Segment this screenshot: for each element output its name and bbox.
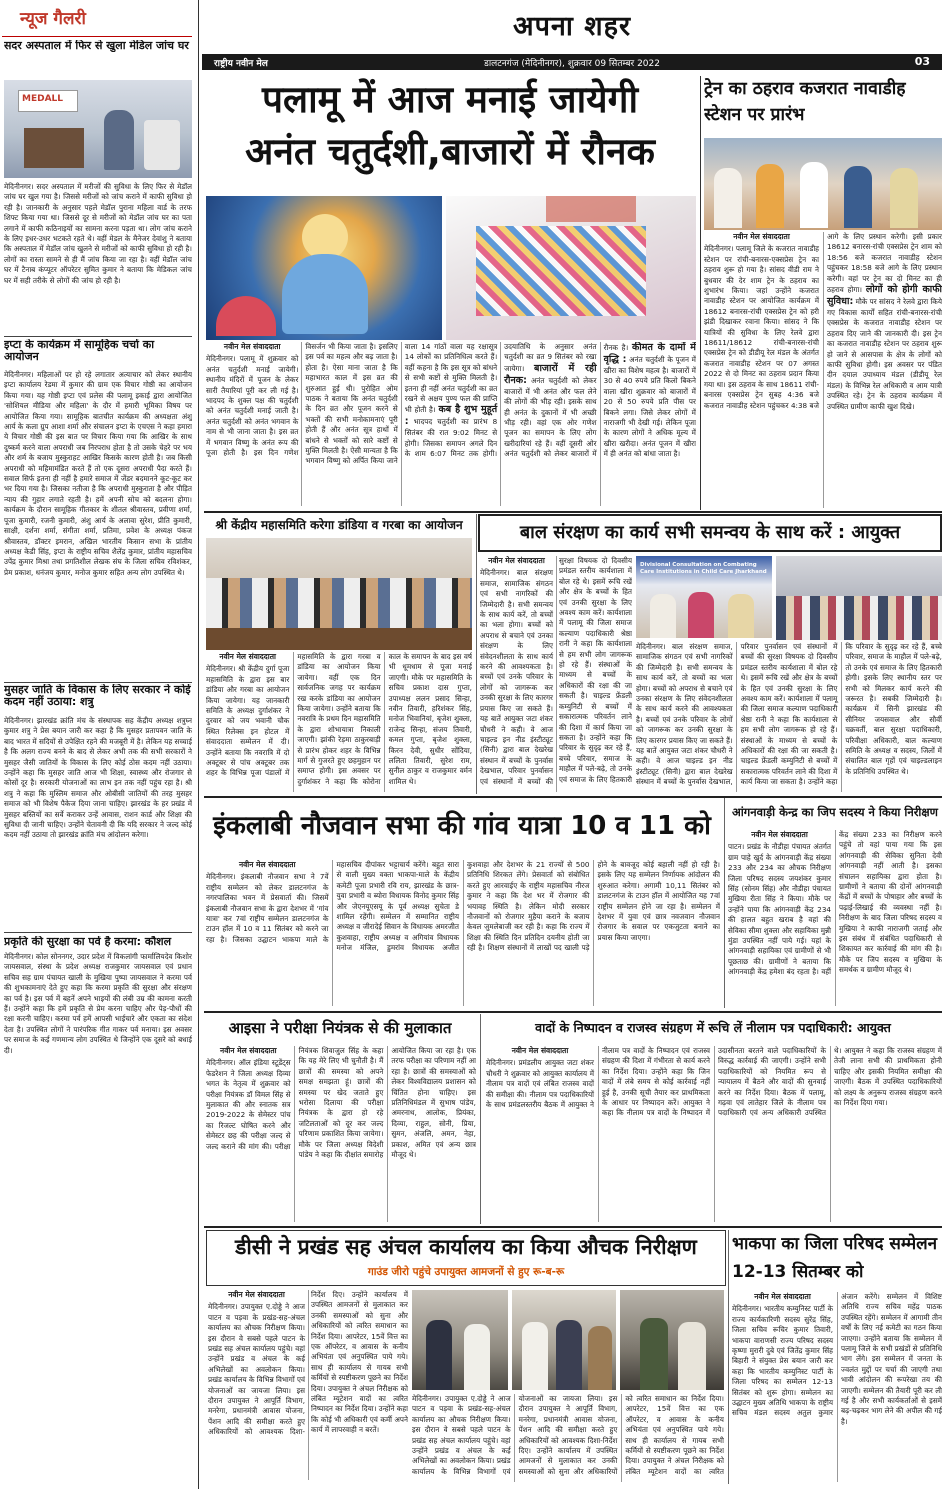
garba-headline: श्री केंद्रीय महासमिति करेगा डांडिया व गरबा का आयोजन xyxy=(215,518,463,532)
lead-sub3: कीमत के दामों में वृद्धि : xyxy=(603,342,696,365)
lead-sub1: कब है शुभ मुहूर्त : xyxy=(404,404,498,428)
dc-subhead: गाउंड जीरो पहुंचे उपायुक्त आमजनों से हुए रू-ब-रू xyxy=(367,1266,565,1278)
page-name: अपना शहर xyxy=(512,11,632,42)
dc-headline: डीसी ने प्रखंड सह अंचल कार्यालय का किया औचक निरीक्षण xyxy=(235,1235,697,1259)
sidebar-story-4-body: मेदिनीनगर। कोल सोननगर, उदार प्रदेश में विकलांगी फार्मालियदेव किशोर जायसवाल, संस्था के प्रदेश अध्यक्ष राजकुमार जायसवाल एवं प्रधान सचिव सह ग्राम पंचायत खाली के मुखिया पुष्पा जायसवाल ने करमा पर्व की शुभकामनाएं देते हुए कहा कि करमा प्रकृति की सुरक्षा और संरक्षण का पर्व है। इस पर्व में बहनें अपने भाइयों की लंबी उम्र की कामना करती हैं। उन्होंने कहा कि हमें प्रकृति से प्रेम करना चाहिए और पेड़-पौधों की रक्षा करनी चाहिए। करमा पर्व हमें आपसी भाईचारे और एकता का संदेश देता है। उपस्थित लोगों ने पारंपरिक गीत गाकर पर्व मनाया। इस अवसर पर समाज के कई गणमान्य लोग उपस्थित थे जिन्होंने एक दूसरे को बधाई दी। xyxy=(4,952,192,1055)
sidebar-headline-2: इप्टा के कार्यक्रम में सामूहिक चर्चा का आयोजन xyxy=(4,339,155,364)
sidebar-headline-1: सदर अस्पताल में फिर से खुला मेडिल जांच घर xyxy=(4,40,189,52)
lead-body: नवीन मेल संवाददाता मेदिनीनगर। पलामू में शुक्रवार को अनंत चतुर्दशी मनाई जायेगी। स्थानीय मंदिरों में पूजन के लेकर सारी तैयारियां पूरी कर ली गई है। भादपद के शुक्ल पक्ष की चतुर्दशी को अनंत चतुर्दशी मनाई जाती है। अनंत चतुर्दशी को अनंत भगवान के नाम से भी जाना जाता है। इस व्रत में भगवान विष्णु के अनंत रूप की पूजा होती है। इस दिन गणेश विसर्जन भी किया जाता है। इसलिए इस पर्व का महत्व और बढ़ जाता है। होता है। ऐसा माना जाता है कि महाभारत काल में इस व्रत की शुरुआत हुई थी। पुरोहित ओम पाठक ने बताया कि अनंत चतुर्दशी के दिन व्रत और पूजन करने से भक्तों की सभी मनोकामनाएं पूरी होती हैं और अनंत सूत्र हाथों में बांधने से भक्तों को सारे कष्टों से मुक्ति मिलती है। ऐसी मान्यता है कि भगवान विष्णु को अर्पित किया जाने वाला 14 गांठों वाला यह रक्षासूत्र 14 लोकों का प्रतिनिधित्व करते हैं। वहीं कहना है कि इस सूत्र को बांधने से सभी कष्टों से मुक्ति मिलती है। इतना ही नहीं अनंत चतुर्दशी का व्रत रखने से अक्षय पुण्य फल की प्राप्ति भी होती है। कब है शुभ मुहूर्त : भादपद चतुर्दशी का प्रारंभ 8 सितंबर की रात 9:02 मिनट से होगी। जिसका समापन अगले दिन के शाम 6:07 मिनट तक होगी। उदयातिथि के अनुसार अनंत चतुर्दशी का व्रत 9 सितंबर को रखा जायेगा। बाजारों में रही रौनक: अनंत चतुर्दशी को लेकर बाजारों में भी अनंत और फल लेने की लोगों की भीड़ रही। इसके साथ ही अनंत के दुकानों में भी अच्छी भीड़ रही। वहां एक ओर गणेश पूजन का समापन के लिए लोग खरीदारियां रहे हैं। वहीं दूसरी ओर अनंत चतुर्दशी को लेकर बाजारों में रौनक है। कीमत के दामों में वृद्धि : अनंत चतुर्दशी के पूजन में खीरा का विशेष महत्व है। बाजारों में 30 से 40 रुपये प्रति किलो बिकने वाला खीरा शुक्रवार को बाजारों में 20 से 50 रुपये प्रति पीस पर बिकने लगा। जिसे लेकर लोगों में नाराजगी भी देखी गई। लेकिन पूजा के कारण लोगों ने अधिक मूल्य में खीरा खरीदा। अनंत पूजन में खीरा में ही अनंत को बांधा जाता है। xyxy=(206,342,696,466)
sidebar-photo-lab xyxy=(4,80,192,178)
child-body-col1: नवीन मेल संवाददाता मेदिनीनगर। बाल संरक्षण समाज, सामाजिक संगठन एवं सभी नागरिकों की जिम्मेदारी है। सभी समन्वय के साथ कार्य करें, तो बच्चों का भला होगा। बच्चों को अपराध से बचाने एवं उनका संरक्षण के लिए संवेदनशीलता के साथ कार्य करने की आवश्यकता है। बच्चों एवं उनके परिवार के लोगों को जागरूक कर उनकी सुरक्षा के लिए कारगर प्रयास किए जा सकते हैं। यह बातें आयुक्त जटा शंकर चौधरी ने कही। वे आज चाइल्ड इन नीड इंस्टीट्यूट (सिनी) द्वारा बाल देखरेख संस्थान में बच्चों के पुनर्वास देखभाल, परिवार पुनर्वासन एवं संस्थानों में बच्चों की सुरक्षा विषयक दो दिवसीय प्रमंडल स्तरीय कार्यशाला में बोल रहे थे। इसमें रूचि रखें और क्षेत्र के बच्चों के हित एवं उनकी सुरक्षा के लिए अवश्य काम करें। कार्यशाला में पलामू की जिला समाज कल्याण पदाधिकारी श्रेष्ठा रानी ने कहा कि कार्यशाला से हम सभी लोग जागरूक हो रहे हैं। संस्थाओं के माध्यम से बच्चों के अधिकारों की रक्षा की जा सकती है। चाइल्ड फ्रेंडली कम्युनिटी से बच्चों में सकारात्मक परिवर्तन लाने की दिशा में कार्य किया जा सकता है। उन्होंने कहा कि परिवार के सुदृढ़ कर रहे हैं, बच्चे परिवार, समाज के माहौल में पले-बढ़े, तो उनके एवं समाज के लिए हितकारी xyxy=(480,556,632,786)
sidebar-story-3-body: मेदिनीनगर। झारखंड क्रांति मंच के संस्थापक सह केंद्रीय अध्यक्ष शत्रुघ्न कुमार शत्रु ने प्रेस बयान जारी कर कहा है कि मुसहर प्रतापवन जाति के बाद भारत में सदियों से उपेक्षित रहने की मजबूरी में है। लेकिन यह सच्चाई है कि अलग राज्य बनने के बाद से लेकर अभी तक की सभी सरकारों ने मुसहर जैसी जातियों के विकास के लिए कोई ठोस कदम नहीं उठाया। उन्होंने कहा कि मुसहर जाति आज भी शिक्षा, स्वास्थ्य और रोजगार से कोसों दूर है। सरकारी योजनाओं का लाभ इन तक नहीं पहुंच रहा है। श्री शत्रु ने कहा कि मुस्लिम समाज और ओबीसी जातियों की तरह मुसहर समाज को भी विशेष पैकेज दिया जाना चाहिए। झारखंड के हर प्रखंड में मुसहर बस्तियों का सर्वे कराकर उन्हें आवास, राशन कार्ड और शिक्षा की सुविधा दी जानी चाहिए। उन्होंने चेतावनी दी कि यदि सरकार ने जल्द कोई कदम नहीं उठाया तो झारखंड क्रांति मंच आंदोलन करेगा। xyxy=(4,716,192,840)
masthead xyxy=(202,4,942,70)
child-photo-hall xyxy=(776,556,942,640)
sidebar-story-1-body: मेदिनीनगर। सदर अस्पताल में मरीजों की सुविधा के लिए फिर से मेडॉल जांच घर खुल गया है। जिससे मरीजों को जांच कराने में काफी सुविधा हो रही है। जानकारी के अनुसार पहले मेडॉल पुराना महिला वार्ड के तरफ शिफ्ट किया गया था। जिससे दूर से मरीजों को मेडॉल जांच घर का पता लगाने में काफी कठिनाइयों का सामना करना पड़ता था। लोग जांच कराने के लिए इधर-उधर भटकते रहते थे। वहीं मेडल के मैनेजर देवांशु ने बताया कि अस्पताल में मेडॉल जांच खुलने से मरीजों को काफी सुविधा हो रही है। लोगों का रास्ता सामने से ही मैं जांच किया जा रहा है। वहीं मेडॉल जांच घर में टैनाब कंप्यूटर ऑपरेटर सुमित कुमार ने बताया कि मेडिकल जांच घर में सही तरीके से लोगों की जांच हो रही है। xyxy=(4,182,192,285)
dateline: डालटनगंज (मेदिनीनगर), शुक्रवार 09 सितम्बर 2022 xyxy=(484,59,660,69)
masthead-bar xyxy=(202,54,942,70)
train-photo xyxy=(704,138,942,230)
sidebar-headline-4: प्रकृति की सुरक्षा का पर्व है करमा: कौशल xyxy=(4,936,172,948)
child-banner-text: Divisional Consultation on Combating Care Institutions in Child Care Jharkhand xyxy=(640,562,767,575)
medall-logo: MEDALL xyxy=(22,94,64,104)
cpi-headline: भाकपा का जिला परिषद सम्मेलन 12-13 सितम्बर को xyxy=(732,1234,938,1282)
anganwadi-body: नवीन मेल संवाददाता पाटन। प्रखंड के नौडीहा पंचायत अंतर्गत ग्राम पाहे खुर्द के आंगनवाड़ी केंद्र संख्या 233 और 234 का औचक निरीक्षण जिला परिषद सदस्य जयशंकर कुमार सिंह (सोनम सिंह) और नौडीहा पंचायत मुखिया रीता सिंह ने किया। मौके पर उन्होंने पाया कि आंगनवाड़ी केंद्र 234 की हालत बहुत खराब है वहां की सेविका सीमा शुक्ला और सहायिका मुन्नी मुंडा उपस्थित नहीं पाये गई। यहां के आंगनवाड़ी सहायिका एवं ग्रामीणों से भी पूछताछ की। ग्रामीणों ने बताया कि आंगनवाड़ी केंद्र हमेशा बंद रहता है। वहीं केंद्र संख्या 233 का निरीक्षण करने पहुंचे तो वहां पाया गया कि इस आंगनवाड़ी की सेविका सुनिता देवी आंगनवाड़ी नहीं आती है। इसका संचालन सहायिका द्वारा होता है। ग्रामीणों ने बताया की दोनों आंगनवाड़ी केंद्रों में बच्चों के पोषाहार और बच्चों के पढ़ाई-लिखाई की व्यवस्था नहीं है। निरीक्षण के बाद जिला परिषद सदस्य व मुखिया ने काफी नाराजगी जताई और इस संबंध में संबंधित पदाधिकारी से शिकायत कर कार्रवाई की मांग की है। मौके पर जिप सदस्य व मुखिया के समर्थक व ग्रामीण मौजूद थे। xyxy=(728,830,942,977)
child-photo-banner xyxy=(636,556,772,638)
dc-body-left: नवीन मेल संवाददाता मेदिनीनगर। उपायुक्त ए.दोड्डे ने आज पाटन व पड़वा के प्रखंड-सह-अंचल कार्यालय का औचक निरीक्षण किया। इस दौरान वे सबसे पहले पाटन के प्रखंड सह अंचल कार्यालय पहुंचे। वहां उन्होंने प्रखंड व अंचल के कई अभिलेखों का अवलोकन किया। प्रखंड कार्यालय के विभिन्न विभागों एवं योजनाओं का जायजा लिया। इस दौरान उपायुक्त ने आपूर्ति विभाग, मनरेगा, प्रधानमंत्री आवास योजना, पेंशन आदि की समीक्षा करते हुए अधिकारियों को आवश्यक दिशा-निर्देश दिए। उन्होंने कार्यालय में उपस्थित आमजनों से मुलाकात कर उनकी समस्याओं को सुना और अधिकारियों को त्वरित समाधान का निर्देश दिया। आपरेटर, 15वें वित्त का एक ऑपरेटर, व आवास के कनीय अभियंता एवं अनुपस्थित पाये गये। साथ ही कार्यालय से गायब सभी कर्मियों से स्पष्टीकरण पूछने का निर्देश दिया। उपायुक्त ने अंचल निरीक्षक को लंबित म्यूटेशन वादों का त्वरित निष्पादन का निर्देश दिया। उन्होंने कहा कि कोई भी अधिकारी एवं कर्मी अपने कार्य में लापरवाही न बरतें। xyxy=(208,1290,408,1437)
child-headline: बाल संरक्षण का कार्य सभी समन्वय के साथ करें : आयुक्त xyxy=(519,522,901,543)
page-number: 03 xyxy=(914,55,930,68)
dc-body-right: मेदिनीनगर। उपायुक्त ए.दोड्डे ने आज पाटन व पड़वा के प्रखंड-सह-अंचल कार्यालय का औचक निरीक्षण किया। इस दौरान वे सबसे पहले पाटन के प्रखंड सह अंचल कार्यालय पहुंचे। वहां उन्होंने प्रखंड व अंचल के कई अभिलेखों का अवलोकन किया। प्रखंड कार्यालय के विभिन्न विभागों एवं योजनाओं का जायजा लिया। इस दौरान उपायुक्त ने आपूर्ति विभाग, मनरेगा, प्रधानमंत्री आवास योजना, पेंशन आदि की समीक्षा करते हुए अधिकारियों को आवश्यक दिशा-निर्देश दिए। उन्होंने कार्यालय में उपस्थित आमजनों से मुलाकात कर उनकी समस्याओं को सुना और अधिकारियों को त्वरित समाधान का निर्देश दिया। आपरेटर, 15वें वित्त का एक ऑपरेटर, व आवास के कनीय अभियंता एवं अनुपस्थित पाये गये। साथ ही कार्यालय से गायब सभी कर्मियों से स्पष्टीकरण पूछने का निर्देश दिया। उपायुक्त ने अंचल निरीक्षक को लंबित म्यूटेशन वादों का त्वरित xyxy=(412,1394,724,1476)
garba-body: नवीन मेल संवाददाता मेदिनीनगर। श्री केंद्रीय दुर्गा पूजा महासमिति के द्वारा इस बार डांडिया और गरबा का आयोजन किया जायेगा। यह जानकारी समिति के अध्यक्ष दुर्गाशंकर ने दुरवार को जय भवानी चौक स्थित रिलेक्स इन होटल में संवाददाता सम्मेलन में दी। उन्होंने बताया कि नवरात्रि में दो अक्टूबर से पांच अक्टूबर तक शहर के विभिन्न पूजा पंडालों में महासमिति के द्वारा गरबा व डांडिया का आयोजन किया जायेगा। वहीं एक दिन सार्वजनिक जगह पर कार्यक्रम रख करके डांडिया का आयोजन किया जायेगा। उन्होंने बताया कि नवरात्रि के प्रथम दिन महासमिति के द्वारा शोभायात्रा निकाली जाएगी। झांकी रेड़मा ठाकुरबाड़ी से प्रारंभ होकर शहर के विभिन्न मार्ग से गुजरते हुए छहमुहान पर समाप्त होगी। इस अवसर पर दुर्गाशंकर ने कहा कि कोरोना काल के समापन के बाद इस वर्ष भी धूमधाम से पूजा मनाई जाएगी। मौके पर महासमिति के सचिव प्रकाश दास गुप्ता, उपाध्यक्ष ललन प्रसाद सिन्हा, नवीन तिवारी, हरिशंकर सिंह, मनोज भिवानियां, बृजेश शुक्ला, राजेन्द्र सिन्हा, संजय तिवारी, कमल गुप्ता, बृजेश शुक्ला, किरन देवी, सुधीर सोंदिया, ललिता तिवारी, सुरेश राम, सुनील ठाकुर व राजकुमार वर्मन शामिल थे। xyxy=(206,652,472,786)
lead-headline-line1: पलामू में आज मनाई जायेगी xyxy=(261,78,639,121)
sidebar-story-2-body: मेदिनीनगर। महिलाओं पर हो रहे लगातार अत्याचार को लेकर स्थानीय इप्टा कार्यालय रेडमा में कुमार की ग्राम एक विचार गोष्ठी का आयोजन किया गया। यह गोष्ठी इप्टा एवं प्रलेस की पलामू इकाई द्वारा आयोजित 'सोशियल मीडिया और महिला' के दौर में हमारी भूमिका विषय पर आयोजित किया गया। सामूहिक बातचीत कार्यक्रम की अध्यक्षता अंशु आर्य के कला ग्रुप आशा शर्मा और संचालन इप्टा के एचएस ने कहा हमारा ये विचार गोष्ठी की इस बात पर विचार किया गया कि आखिर के साथ दुष्कर्म करने वाला अपराधी जब निरपराध होता है तो उसके चेहरे पर भय और शर्म के बजाय मुस्कुराहट आखिर किसके कारण होती है। जब किसी अपराधी को महिमामंडित करते हैं तो एक दूसरा अपराधी पैदा करते हैं। सवाल सिर्फ इतना ही नहीं है हमारे समाज में जेंडर बदमानने कूट-कूट कर भर दिया गया है। जिसका नतीजा है कि अपराधी मुस्कुराता है और पीड़ित न्याय की गुहार लगाते रहती है। हमें अपनी सोच को बदलना होगा। कार्यक्रम के दौरान सामूहिक गीतकार के शीतल श्रीवास्तव, प्रवीणा शर्मा, पूजा कुमारी, रजनी कुमारी, अंशु आर्य के अलावा सुरेश, प्रीति कुमारी, साक्षी, दर्शना शर्मा, संगीता शर्मा, प्रतिमा, प्रवेश के अध्यक्ष पंकज श्रीवास्तव, डॉक्टर इमरान, अखिल भारतीय किसान सभा के प्रांतीय अध्यक्ष केडी सिंह, इप्टा के राष्ट्रीय सचिव शैलेंद्र कुमार, प्रांतीय महासचिव उपेंद्र कुमार मिश्रा तथा प्रगतिशील लेखक संघ के जिला सचिव रविशंकर, प्रेम प्रकाश, धनंजय कुमार, मनोज कुमार सहित अन्य लोग उपस्थित थे। xyxy=(4,370,192,577)
anganwadi-headline: आंगनवाड़ी केन्द्र का जिप सदस्य ने किया निरीक्षण xyxy=(732,805,938,819)
dc-photo-1 xyxy=(412,1290,508,1390)
lead-photo-market xyxy=(446,196,696,340)
lead-photo-vishnu xyxy=(206,196,442,340)
train-body: नवीन मेल संवाददाता मेदिनीनगर। पलामू जिले के कजरात नावाडीह स्टेशन पर रांची-बनारस-एक्सप्रेस ट्रेन का ठहराव शुरू हो गया है। सांसद वीडी राम ने बुधवार की देर शाम ट्रेन के ठहराव का शुभारंभ किया। जहां उन्होंने कजरात नावाडीह स्टेशन पर आयोजित कार्यक्रम में 18612 बनारस-रांची एक्सप्रेस ट्रेन को हरी झंडी दिखाकर रवाना किया। सांसद ने कि यात्रियों की सुविधा के लिए रेलवे द्वारा 18611/18612 रांची-बनारस-रांची एक्सप्रेस ट्रेन को डीडीयू रेल मंडल के अंतर्गत कजरात नावाडीह स्टेशन पर 07 अगस्त 2022 से दो मिनट का ठहराव प्रदान किया गया था। इस ठहराव के साथ 18611 रांची-बनारस एक्सप्रेस ट्रेन सुबह 4:36 बजे कजरात नावाडीह स्टेशन पहुंचकर 4:38 बजे आगे के लिए प्रस्थान करेगी। इसी प्रकार 18612 बनारस-रांची एक्सप्रेस ट्रेन शाम को 18:56 बजे कजरात नावाडीह स्टेशन पहुंचकर 18:58 बजे आगे के लिए प्रस्थान करेगी। वहां पर ट्रेन का दो मिनट का ही ठहराव होगा। लोगों को होगी काफी सुविधा: मौके पर सांसद ने रेलवे द्वारा किये गए विकास कार्यों सहित रांची-बनारस-रांची एक्सप्रेस के कजरात नावाडीह स्टेशन पर ठहराव दिए जाने की जानकारी दी। इस ट्रेन का कजरात नावाडीह स्टेशन पर ठहराव शुरू हो जाने से आसपास के क्षेत्र के लोगों को काफी सुविधा होगी। इस अवसर पर पंडित दीन दयाल उपाध्याय मंडल (डीडीयू रेल मंडल) के विभिन्न रेल अधिकारी व आम यात्री उपस्थित रहे। ट्रेन के ठहराव कार्यक्रम में उपस्थित ग्रामीण काफी खुश दिखे। xyxy=(704,232,942,411)
paper-name: राष्ट्रीय नवीन मेल xyxy=(214,59,268,69)
train-headline: ट्रेन का ठहराव कजरात नावाडीह स्टेशन पर प्रारंभ xyxy=(704,79,906,125)
auction-body: नवीन मेल संवाददाता मेदिनीनगर। प्रमंडलीय आयुक्त जटा शंकर चौधरी ने शुक्रवार को आयुक्त कार्यालय में नीलाम पत्र वादों एवं लंबित राजस्व वादों की समीक्षा की। नीलाम पत्र पदाधिकारियों के साथ प्रमंडलस्तरीय बैठक में आयुक्त ने नीलाम पत्र वादों के निष्पादन एवं राजस्व संग्रहण की दिशा में गंभीरता से कार्य करने का निर्देश दिया। उन्होंने कहा कि जिन वादों में लंबे समय से कोई कार्रवाई नहीं हुई है, उनकी सूची तैयार कर प्राथमिकता के आधार पर निष्पादन करें। आयुक्त ने कहा कि नीलाम पत्र वादों के निष्पादन में उदासीनता बरतने वाले पदाधिकारियों के विरुद्ध कार्रवाई की जाएगी। उन्होंने सभी पदाधिकारियों को नियमित रूप से न्यायालय में बैठने और वादों की सुनवाई करने का निर्देश दिया। बैठक में पलामू, गढ़वा एवं लातेहार जिले के नीलाम पत्र पदाधिकारी एवं अन्य अधिकारी उपस्थित थे। आयुक्त ने कहा कि राजस्व संग्रहण में तेजी लाना सभी की प्राथमिकता होनी चाहिए और इसकी नियमित समीक्षा की जाएगी। बैठक में उपस्थित पदाधिकारियों को लक्ष्य के अनुरूप राजस्व संग्रहण करने का निर्देश दिया गया। xyxy=(486,1046,942,1118)
train-sub: लोगों को होगी काफी सुविधा: xyxy=(827,284,942,308)
aisa-headline: आइसा ने परीक्षा नियंत्रक से की मुलाकात xyxy=(228,1019,452,1037)
sidebar xyxy=(0,0,196,1489)
child-body-col2: मेदिनीनगर। बाल संरक्षण समाज, सामाजिक संगठन एवं सभी नागरिकों की जिम्मेदारी है। सभी समन्वय के साथ कार्य करें, तो बच्चों का भला होगा। बच्चों को अपराध से बचाने एवं उनका संरक्षण के लिए संवेदनशीलता के साथ कार्य करने की आवश्यकता है। बच्चों एवं उनके परिवार के लोगों को जागरूक कर उनकी सुरक्षा के लिए कारगर प्रयास किए जा सकते हैं। यह बातें आयुक्त जटा शंकर चौधरी ने कही। वे आज चाइल्ड इन नीड इंस्टीट्यूट (सिनी) द्वारा बाल देखरेख संस्थान में बच्चों के पुनर्वास देखभाल, परिवार पुनर्वासन एवं संस्थानों में बच्चों की सुरक्षा विषयक दो दिवसीय प्रमंडल स्तरीय कार्यशाला में बोल रहे थे। इसमें रूचि रखें और क्षेत्र के बच्चों के हित एवं उनकी सुरक्षा के लिए अवश्य काम करें। कार्यशाला में पलामू की जिला समाज कल्याण पदाधिकारी श्रेष्ठा रानी ने कहा कि कार्यशाला से हम सभी लोग जागरूक हो रहे हैं। संस्थाओं के माध्यम से बच्चों के अधिकारों की रक्षा की जा सकती है। चाइल्ड फ्रेंडली कम्युनिटी से बच्चों में सकारात्मक परिवर्तन लाने की दिशा में कार्य किया जा सकता है। उन्होंने कहा कि परिवार के सुदृढ़ कर रहे हैं, बच्चे परिवार, समाज के माहौल में पले-बढ़े, तो उनके एवं समाज के लिए हितकारी होगी। इसके लिए स्थानीय स्तर पर सभी को मिलकर कार्य करने की जरूरत है। सबकी जिम्मेदारी है। कार्यक्रम में सिनी झारखंड की सीनियर जयसवाल और सौर्वी चक्रवर्ती, बाल सुरक्षा पदाधिकारी, परिवीक्षा अधिकारी, बाल कल्याण समिति के अध्यक्ष व सदस्य, जिलों में संचालित बाल गृहों एवं चाइल्डलाइन के प्रतिनिधि उपस्थित थे। xyxy=(636,642,942,787)
auction-headline: वादों के निष्पादन व राजस्व संग्रहण में रूचि लें नीलाम पत्र पदाधिकारी: आयुक्त xyxy=(535,1020,891,1035)
dc-photo-3 xyxy=(620,1290,724,1390)
cpi-body: नवीन मेल संवाददाता मेदिनीनगर। भारतीय कम्युनिस्ट पार्टी के राज्य कार्यकारिणी सदस्य सुरेंद्र सिंह, जिला सचिव रूचिर कुमार तिवारी, भाकपा वाराणसी राज्य परिषद सदस्य कृष्णा मुरारी दुबे एवं जितेंद्र कुमार सिंह बिहारी ने संयुक्त प्रेस बयान जारी कर कहा कि भारतीय कम्युनिस्ट पार्टी के जिला परिषद का सम्मेलन 12-13 सितंबर को शुरू होगा। सम्मेलन का उद्घाटन मुख्य अतिथि भाकपा के राष्ट्रीय सचिव मंडल सदस्य अतुल कुमार अंजान करेंगे। सम्मेलन में विशिष्ट अतिथि राज्य सचिव महेंद्र पाठक उपस्थित रहेंगे। सम्मेलन में आगामी तीन वर्षों के लिए नई कमेटी का गठन किया जाएगा। उन्होंने बताया कि सम्मेलन में पलामू जिले के सभी प्रखंडों से प्रतिनिधि भाग लेंगे। इस सम्मेलन में जनता के ज्वलंत मुद्दों पर चर्चा की जाएगी तथा भावी आंदोलन की रूपरेखा तय की जाएगी। सम्मेलन की तैयारी पूरी कर ली गई है और सभी कार्यकर्ताओं से इसमें बढ़-चढ़कर भाग लेने की अपील की गई है। xyxy=(732,1292,942,1426)
youth-headline: इंकलाबी नौजवान सभा की गांव यात्रा 10 व 11 को xyxy=(213,811,711,841)
dc-photo-2 xyxy=(512,1290,616,1390)
sidebar-section-title: न्यूज गैलरी xyxy=(20,9,86,29)
aisa-body: नवीन मेल संवाददाता मेदिनीनगर। ऑल इंडिया स्टूडेंट्स फेडरेशन ने जिला अध्यक्ष दिव्या भगत के नेतृत्व में शुक्रवार को परीक्षा नियंत्रक डॉ विमल सिंह से मुलाकात की और स्नातक सत्र 2019-2022 के सेमेस्टर पांच का रिजल्ट घोषित करने और सेमेस्टर छह की परीक्षा जल्द से जल्द कराने की मांग की। परीक्षा नियंत्रक शिवाजुल सिंह के कहा कि यह मेरे लिए भी चुनौती है। मैं छात्रों की समस्या को अपने समक्ष समझता हूं। छात्रों की समस्या पर खेद जताते हुए भरोसा दिलाया की परीक्षा नियंत्रक के द्वारा हो रहे जटिलताओं को दूर कर जल्द परिणाम प्रकाशित किया जायेगा। मौके पर जिला अध्यक्ष विदेशी पांडेय ने कहा कि दीक्षांत समारोह आयोजित किया जा रहा है। एक तरफ परीक्षा का परिणाम नहीं आ रहा है। छात्रों की समस्याओं को लेकर विश्वविद्यालय प्रशासन को चिंतित होना चाहिए। इस प्रतिनिधिमंडल में सुभाष पांडेय, अमरनाथ, आलोक, प्रियंका, दिव्या, राहुल, सोनी, प्रिया, सुमन, अंजलि, अमन, नेहा, प्रकाश, अमित एवं अन्य छात्र मौजूद थे। xyxy=(206,1046,476,1160)
lead-headline-line2: अनंत चतुर्दशी,बाजारों में रौनक xyxy=(245,130,655,173)
lead-sub2: बाजारों में रही रौनक: xyxy=(504,362,597,386)
sidebar-headline-3: मुसहर जाति के विकास के लिए सरकार ने कोई कदम नहीं उठाया: शत्रु xyxy=(4,684,191,709)
garba-photo xyxy=(206,538,472,650)
youth-body: नवीन मेल संवाददाता मेदिनीनगर। इंकलाबी नौजवान सभा ने 7वें राष्ट्रीय सम्मेलन को लेकर डालटनगंज के नगरपालिका भवन में प्रेसवार्ता की। जिसमें इंकलाबी नौजवान सभा के द्वारा देशभर में 'गांव यात्रा' कर 7वां राष्ट्रीय सम्मेलन डालटनगंज के टाउन हॉल में 10 व 11 सितंबर को करने जा रहा है। जिसका उद्घाटन भाकपा माले के महासचिव दीपांकर भट्टाचार्य करेंगे। बहुत सारा से वाली मुख्य वक्ता भाकपा-माले के केंद्रीय कमेटी पूजा प्रभारी रवि राय, झारखंड के छात्र-युवा प्रभारी व ब्योरा विधायक विनोद कुमार सिंह और जेएनयूएसयू के पूर्व अध्यक्ष सुचेता डे शामिल रहेंगी। सम्मेलन में सम्मानित राष्ट्रीय अध्यक्ष व जीरादेई सिवान के विधायक अमरजीत कुशवाहा, राष्ट्रीय अध्यक्ष व अगियांव विधायक मनोज मंजिल, डुमरांव विधायक अजीत कुशवाहा और देशभर के 21 राज्यों से 500 प्रतिनिधि शिरकत लेंगे। प्रेसवार्ता को संबोधित करते हुए आरवाईए के राष्ट्रीय महासचिव नीरज कुमार ने कहा कि देश भर में रोजगार की भयावह स्थिति है। लेकिन मोदी सरकार नौजवानों को रोजगार मुहैया कराने के बजाय केवल जुमलेबाजी कर रही है। कहा कि राज्य में शिक्षा की स्थिति दिन प्रतिदिन दयनीय होती जा रही है। शिक्षण संस्थानों में लाखों पद खाली पड़े होने के बावजूद कोई बहाली नहीं हो रही है। इसके लिए यह सम्मेलन निर्णायक आंदोलन की शुरुआत करेगा। अगामी 10,11 सितंबर को डालटनगंज के टाउन हॉल में आयोजित यह 7वां राष्ट्रीय सम्मेलन होने जा रहा है। सम्मेलन में देशभर में युवा एवं छात्र नवजवान नौजवान रोजगार के सवाल पर एकजुटता बनाने का प्रयास किया जाएगा। xyxy=(206,860,720,953)
